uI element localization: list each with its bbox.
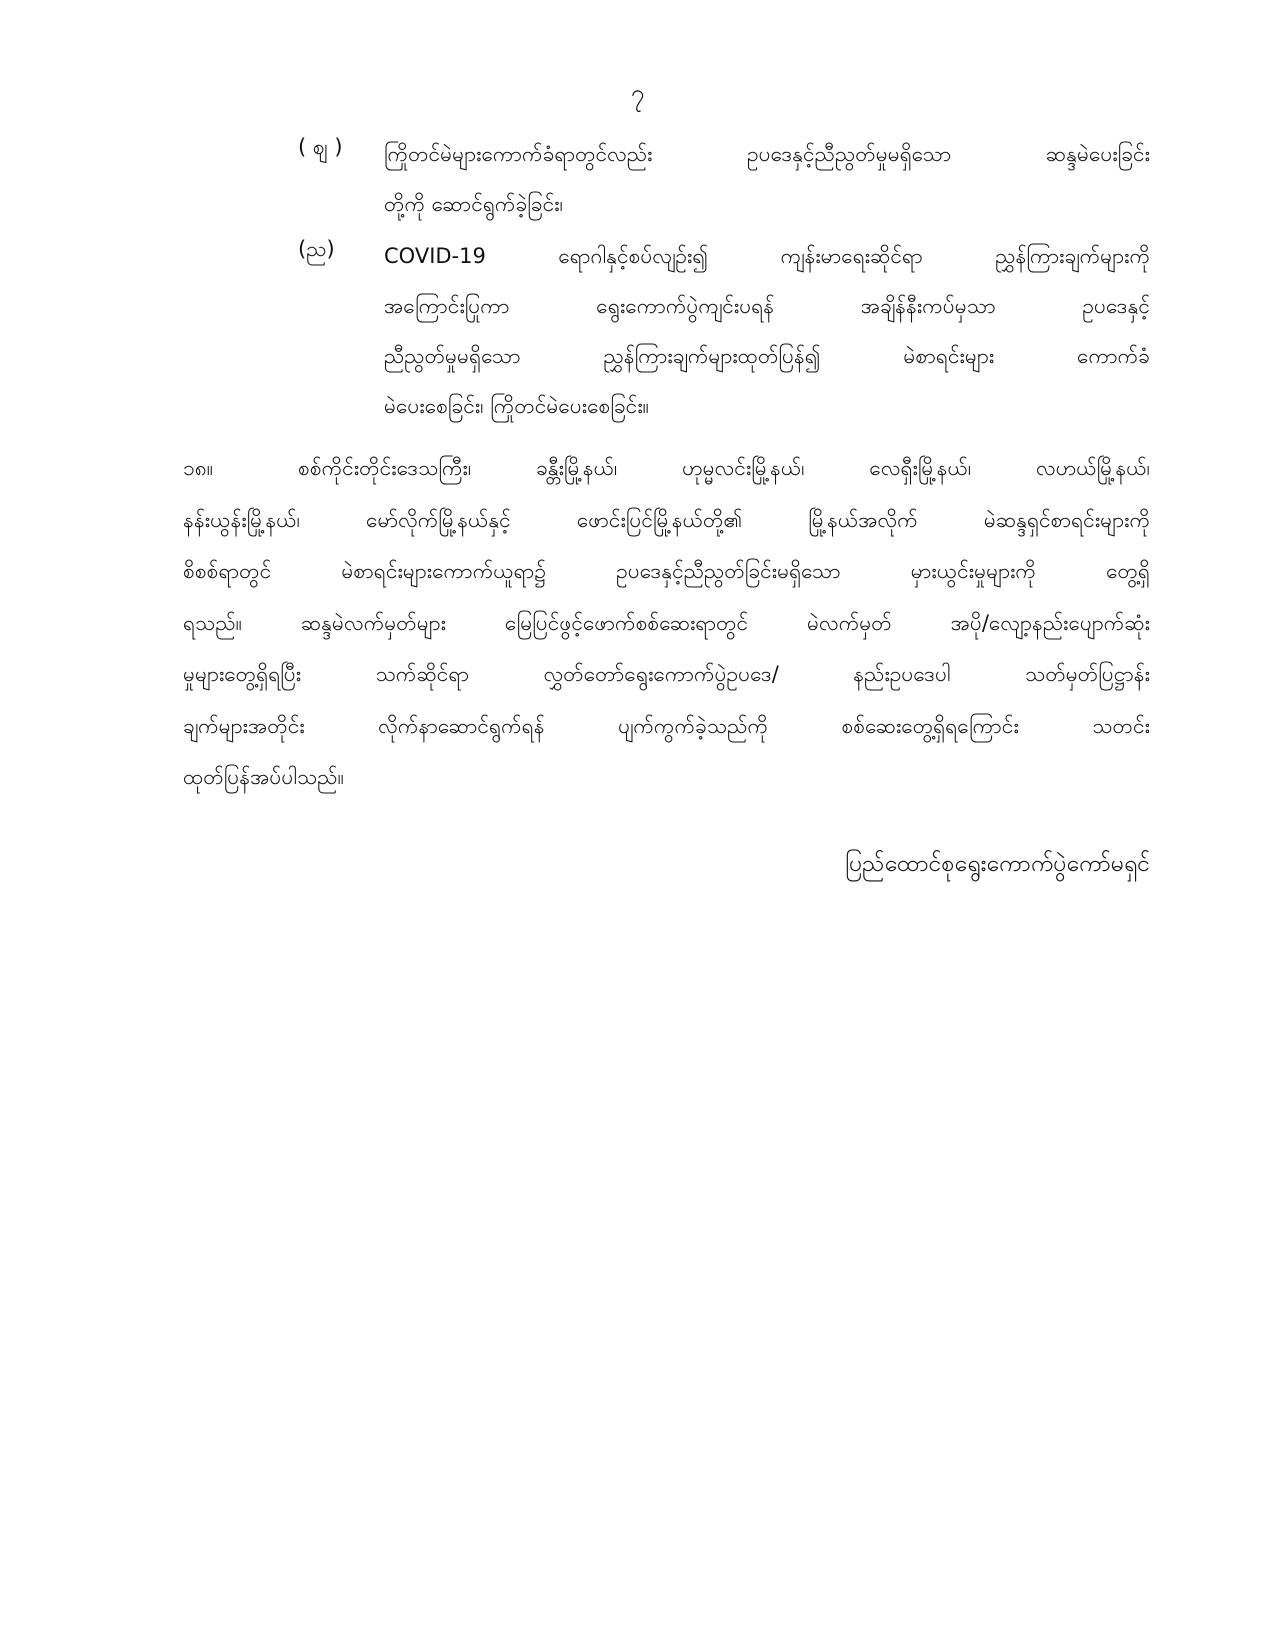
text-line: ရသည်။ ဆန္ဒမဲလက်မှတ်များ မြေပြင်ဖွင့်ဖောက်စစ်ဆေးရာတွင် မဲလက်မှတ် အပို/လျော့နည်းပျောက်ဆုံး xyxy=(183,610,1150,635)
text-line-content: စစ်ကိုင်းတိုင်းဒေသကြီး၊ ခန္တီးမြို့နယ်၊ ဟုမ္မလင်းမြို့နယ်၊ လေရှီးမြို့နယ်၊ လဟယ်မြို့နယ်၊ xyxy=(298,456,1150,480)
text-line: ကြိုတင်မဲများကောက်ခံရာတွင်လည်း ဥပဒေနှင့်ညီညွတ်မှုမရှိသော ဆန္ဒမဲပေးခြင်း xyxy=(384,142,1150,166)
signature-organization: ပြည်ထောင်စုရွေးကောက်ပွဲကော်မရှင် xyxy=(845,851,1150,877)
text-line xyxy=(183,448,1150,500)
text-line: ချက်များအတိုင်း လိုက်နာဆောင်ရွက်ရန် ပျက်ကွက်ခဲ့သည်ကို စစ်ဆေးတွေ့ရှိရကြောင်း သတင်း xyxy=(183,713,1150,738)
text-line: တို့ကို ဆောင်ရွက်ခဲ့ခြင်း၊ xyxy=(384,192,563,216)
text-line: ညီညွတ်မှုမရှိသော ညွှန်ကြားချက်များထုတ်ပြန်၍ မဲစာရင်းများ ကောက်ခံ xyxy=(384,344,1150,368)
text-line: မဲပေးစေခြင်း၊ ကြိုတင်မဲပေးစေခြင်း။ xyxy=(384,394,650,418)
numbered-paragraph xyxy=(183,448,1150,809)
list-item-text xyxy=(384,134,1150,234)
list-item-text xyxy=(384,236,1150,436)
text-line: မှုများတွေ့ရှိရပြီး သက်ဆိုင်ရာ လွှတ်တော်ရွေးကောက်ပွဲဥပဒေ/ နည်းဥပဒေပါ သတ်မှတ်ပြဋ္ဌာန်း xyxy=(183,662,1150,686)
text-line: ထုတ်ပြန်အပ်ပါသည်။ xyxy=(183,765,344,789)
list-item-marker: ( ဈ ) xyxy=(298,135,343,159)
list-item-marker: (ည) xyxy=(298,237,335,261)
paragraph-number: ၁၈။ xyxy=(183,456,214,480)
page-number: ၇ xyxy=(630,79,645,107)
text-line: စိစစ်ရာတွင် မဲစာရင်းများကောက်ယူရာ၌ ဥပဒေနှင့်ညီညွတ်ခြင်းမရှိသော မှားယွင်းမှုများကို တွေ့ရှိ xyxy=(183,559,1150,583)
text-line: COVID-19 ရောဂါနှင့်စပ်လျဉ်း၍ ကျန်းမာရေးဆိုင်ရာ ညွှန်ကြားချက်များကို xyxy=(384,244,1150,268)
text-line: နန်းယွန်းမြို့နယ်၊ မော်လိုက်မြို့နယ်နှင့် ဖောင်းပြင်မြို့နယ်တို့၏ မြို့နယ်အလိုက် မဲဆန္ဒရှင်စာရင်းများကို xyxy=(183,507,1150,532)
text-line: အကြောင်းပြုကာ ရွေးကောက်ပွဲကျင်းပရန် အချိန်နီးကပ်မှသာ ဥပဒေနှင့် xyxy=(384,294,1150,318)
